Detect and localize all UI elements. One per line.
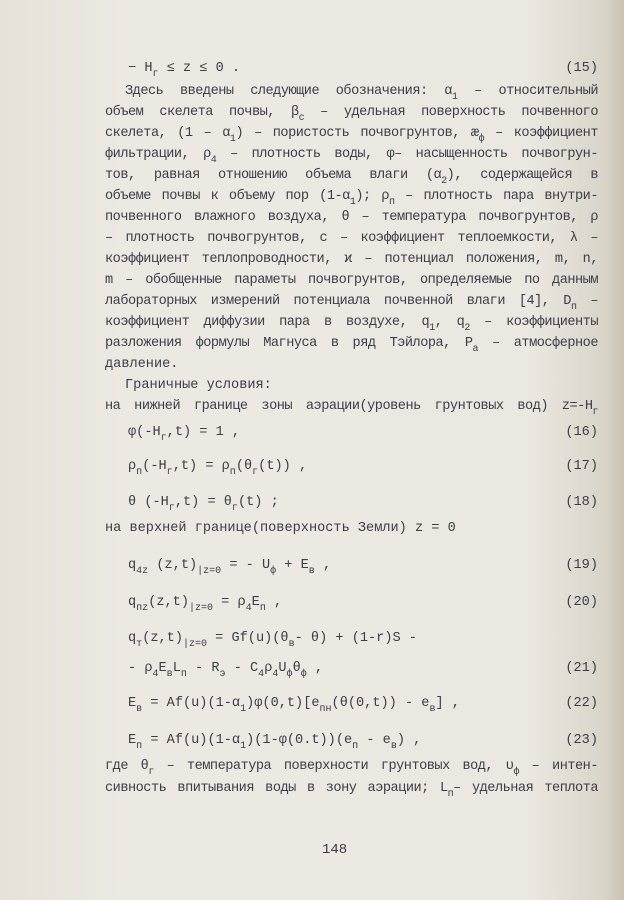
text-segment: (θ(0,t)) - e: [331, 696, 430, 711]
equation-line: [128, 660, 323, 678]
text-line: [105, 272, 598, 290]
subscript: п: [136, 741, 143, 752]
subscript: г: [592, 407, 598, 418]
text-segment: ≤ z ≤ 0 .: [158, 61, 241, 76]
text-segment: E: [251, 595, 260, 610]
subscript: п: [352, 741, 359, 752]
text-segment: )φ(0,t)[e: [246, 696, 320, 711]
text-segment: ,: [265, 595, 283, 610]
text-line: [105, 167, 598, 185]
subscript: в: [288, 639, 295, 650]
text-segment: – удельная теплота: [453, 781, 598, 796]
text-segment: на нижней границе зоны аэрации(уровень грунтовых вод) z=-H: [105, 399, 593, 414]
subscript: г: [152, 69, 159, 80]
text-segment: – коэффициенты: [469, 315, 598, 330]
text-segment: E: [128, 733, 137, 748]
text-segment: = ρ: [213, 595, 246, 610]
equation-number: (18): [565, 495, 598, 510]
text-segment: q: [128, 631, 137, 646]
text-line: [105, 251, 598, 269]
text-segment: θ: [292, 661, 301, 676]
text-segment: )(1-φ(0.t))(e: [246, 733, 353, 748]
text-segment: ,: [306, 661, 324, 676]
text-segment: –: [576, 294, 598, 309]
text-segment: - e: [358, 733, 391, 748]
subscript: г: [160, 433, 167, 444]
text-segment: m – обобщенные параметы почвогрунтов, определяемые по данным: [105, 273, 598, 288]
subscript: г: [168, 503, 175, 514]
subscript: ф: [513, 767, 519, 778]
text-segment: E: [128, 696, 137, 711]
equation-line: [128, 594, 282, 612]
text-segment: Граничные условия:: [125, 378, 272, 393]
subscript: ф: [300, 669, 307, 680]
text-segment: – интен-: [518, 759, 598, 774]
text-segment: = Gf(u)(θ: [207, 631, 289, 646]
text-line: [105, 398, 598, 416]
text-segment: (z,t): [142, 631, 183, 646]
text-line: [128, 630, 417, 648]
text-segment: - R: [186, 661, 220, 676]
equation-line: [128, 494, 279, 512]
text-segment: - θ) + (1-r)S -: [294, 631, 417, 646]
text-segment: ), содержащейся в: [446, 168, 598, 183]
text-segment: = Af(u)(1-α: [142, 733, 241, 748]
text-segment: E: [158, 661, 167, 676]
subscript: 1: [349, 197, 356, 208]
text-segment: ρ: [128, 459, 137, 474]
subscript: ф: [478, 134, 485, 145]
text-segment: ρ: [264, 661, 273, 676]
subscript: г: [166, 467, 173, 478]
subscript: |z=0: [188, 603, 213, 614]
text-line: [105, 146, 598, 164]
subscript: 4: [272, 669, 279, 680]
text-segment: ,t) = ρ: [172, 459, 230, 474]
equation-number: (20): [565, 595, 598, 610]
equation-number: (19): [565, 558, 598, 573]
equation-line: [128, 732, 421, 750]
subscript: пz: [136, 603, 149, 614]
subscript: 4: [152, 669, 159, 680]
equation-number: (15): [565, 61, 598, 76]
text-segment: θ (-H: [128, 495, 169, 510]
subscript: в: [136, 704, 143, 715]
text-line: [105, 230, 598, 248]
text-line: [105, 780, 598, 798]
text-segment: - C: [225, 661, 259, 676]
subscript: п: [447, 789, 454, 800]
subscript: г: [231, 503, 238, 514]
subscript: 4: [258, 669, 265, 680]
text-segment: на верхней границе(поверхность Земли) z = 0: [105, 521, 456, 536]
text-line: [125, 377, 598, 395]
text-segment: Здесь введены следующие обозначения: α: [125, 84, 452, 99]
subscript: п: [388, 197, 395, 208]
text-segment: ) – пористость почвогрунтов, æ: [235, 126, 479, 141]
subscript: 1: [429, 323, 435, 334]
text-segment: – температура поверхности грунтовых вод, υ: [153, 759, 514, 774]
text-segment: U: [278, 661, 287, 676]
equation-number: (17): [565, 459, 598, 474]
text-segment: – коэффициент: [484, 126, 598, 141]
text-line: [105, 104, 598, 122]
text-segment: – удельная поверхность почвенного: [304, 105, 599, 120]
text-line: [105, 314, 598, 332]
equation-line: [128, 458, 307, 476]
text-segment: = - U: [221, 558, 271, 573]
text-line: [105, 758, 598, 776]
text-segment: ); ρ: [355, 189, 389, 204]
text-segment: , q: [434, 315, 465, 330]
equation-line: [128, 424, 240, 442]
text-line: [105, 125, 598, 143]
text-line: [105, 209, 598, 227]
text-segment: φ(-H: [128, 425, 161, 440]
text-segment: – плотность воды, φ– насыщенность почвогрун-: [216, 147, 598, 162]
text-segment: – атмосферное: [478, 336, 598, 351]
subscript: г: [148, 767, 154, 778]
text-segment: тов, равная отношению объема влаги (α: [105, 168, 442, 183]
subscript: 1: [240, 741, 247, 752]
text-segment: коэффициент теплопроводности, ϰ – потенциал положения, m, n,: [105, 252, 598, 267]
equation-line: [128, 695, 460, 713]
subscript: 4z: [136, 566, 149, 577]
subscript: 4: [210, 155, 217, 166]
text-segment: (-H: [142, 459, 167, 474]
text-segment: давление.: [105, 357, 179, 372]
text-segment: = Af(u)(1-α: [142, 696, 241, 711]
text-segment: - ρ: [128, 661, 153, 676]
subscript: п: [229, 467, 236, 478]
text-segment: (z,t): [148, 595, 189, 610]
text-segment: коэффициент диффузии пара в воздухе, q: [105, 315, 430, 330]
text-segment: скелета, (1 – α: [105, 126, 230, 141]
text-segment: q: [128, 595, 137, 610]
equation-number: (16): [565, 425, 598, 440]
text-segment: ,: [314, 558, 332, 573]
text-segment: L: [172, 661, 181, 676]
text-segment: почвенного влажного воздуха, θ – температура почвогрунтов, ρ: [105, 210, 598, 225]
text-segment: разложения формулы Магнуса в ряд Тэйлора, P: [105, 336, 473, 351]
text-line: [105, 356, 598, 374]
text-segment: ] ,: [435, 696, 460, 711]
text-segment: сивность впитывания воды в зону аэрации; L: [105, 781, 448, 796]
subscript: п: [259, 603, 266, 614]
subscript: п: [570, 302, 577, 313]
subscript: 2: [441, 176, 447, 187]
text-segment: + E: [276, 558, 309, 573]
subscript: в: [166, 669, 173, 680]
text-segment: q: [128, 558, 137, 573]
text-segment: (z,t): [148, 558, 198, 573]
subscript: а: [472, 344, 479, 355]
text-segment: объем скелета почвы, β: [105, 105, 299, 120]
subscript: ф: [286, 669, 293, 680]
text-segment: ,t) = 1 ,: [166, 425, 241, 440]
subscript: в: [429, 704, 436, 715]
text-line: [125, 83, 598, 101]
subscript: 1: [240, 704, 247, 715]
subscript: п: [136, 467, 143, 478]
text-segment: – относительный: [457, 84, 598, 99]
page-number: 148: [322, 842, 348, 858]
subscript: 1: [229, 134, 236, 145]
subscript: пн: [319, 704, 332, 715]
subscript: п: [180, 669, 187, 680]
subscript: ф: [270, 566, 277, 577]
subscript: 1: [451, 92, 458, 103]
text-segment: (t)) ,: [258, 459, 308, 474]
text-segment: ,t) = θ: [174, 495, 232, 510]
text-segment: – плотность пара внутри-: [394, 189, 598, 204]
text-segment: − H: [128, 61, 153, 76]
text-segment: объеме почвы к объему пор (1-α: [105, 189, 350, 204]
subscript: в: [390, 741, 397, 752]
text-segment: – плотность почвогрунтов, c – коэффициент теплоемкости, λ –: [105, 231, 598, 246]
subscript: э: [219, 669, 226, 680]
equation-number: (21): [565, 661, 598, 676]
text-line: [105, 188, 598, 206]
subscript: c: [298, 113, 305, 124]
subscript: т: [136, 639, 143, 650]
equation-line: [128, 60, 240, 78]
equation-number: (22): [565, 696, 598, 711]
text-segment: (t) ;: [237, 495, 279, 510]
text-line: [105, 293, 598, 311]
equation-line: [128, 557, 331, 575]
equation-number: (23): [565, 733, 598, 748]
text-line: [105, 520, 598, 538]
text-segment: лабораторных измерений потенциала почвенной влаги [4], D: [105, 294, 571, 309]
subscript: |z=0: [197, 566, 222, 577]
subscript: |z=0: [182, 639, 207, 650]
subscript: г: [252, 467, 259, 478]
text-segment: (θ: [235, 459, 253, 474]
text-line: [105, 335, 598, 353]
subscript: 2: [464, 323, 470, 334]
text-segment: ) ,: [396, 733, 422, 748]
subscript: 4: [245, 603, 252, 614]
text-segment: где θ: [105, 759, 149, 774]
text-segment: фильтрации, ρ: [105, 147, 211, 162]
subscript: в: [308, 566, 315, 577]
